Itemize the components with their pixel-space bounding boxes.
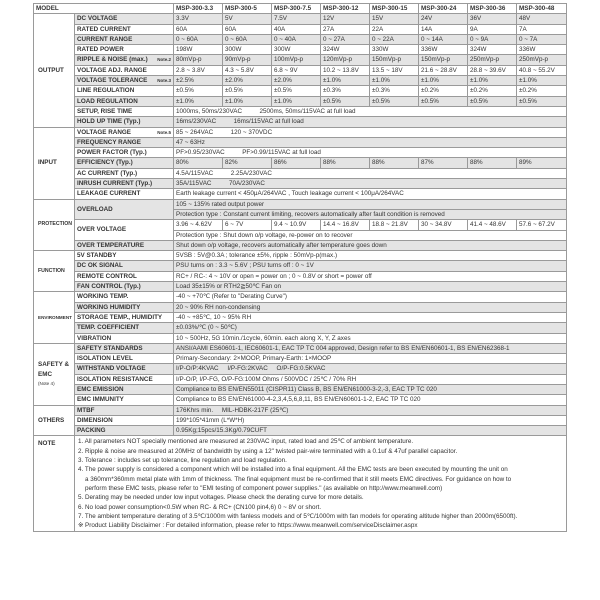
- efficiency-row: [34, 158, 567, 168]
- packing-row: [34, 426, 567, 436]
- dimension-row: [34, 415, 567, 425]
- row-label: AC CURRENT (Typ.): [75, 168, 174, 178]
- cell: 88%: [321, 158, 370, 168]
- row-label: LINE REGULATION: [75, 86, 174, 96]
- cell: 88%: [468, 158, 517, 168]
- cell: 0 ~ 7A: [517, 34, 567, 44]
- iso-resistance-row: [34, 374, 567, 384]
- cell: 10 ~ 500Hz, 5G 10min./1cycle, 60min. each along X, Y, Z axes: [174, 333, 567, 343]
- cell: 48V: [517, 14, 567, 24]
- tolerance-row: [34, 76, 567, 86]
- cell: 198W: [174, 45, 223, 55]
- note-line: 2. Ripple & noise are measured at 20MHz of bandwidth by using a 12" twisted pair-wire terminated with a 0.1uf & 47uf parallel capacitor.: [78, 447, 458, 455]
- cell: 250mVp-p: [517, 55, 567, 65]
- cell: 0.95Kg;15pcs/15.3Kg/0.79CUFT: [174, 426, 567, 436]
- row-label: INRUSH CURRENT (Typ.): [75, 179, 174, 189]
- cell: 10.2 ~ 13.8V: [321, 65, 370, 75]
- cell: ±2.0%: [223, 76, 272, 86]
- row-label: DIMENSION: [75, 415, 174, 425]
- storage-row: [34, 312, 567, 322]
- row-label: WORKING TEMP.: [75, 292, 174, 302]
- row-label: OVER VOLTAGE: [75, 220, 174, 241]
- cell: 6.8 ~ 9V: [272, 65, 321, 75]
- cell: ±1.0%: [174, 96, 223, 106]
- cell: 0 ~ 14A: [419, 34, 468, 44]
- row-label: DC VOLTAGE: [75, 14, 174, 24]
- note-line: 6. No load power consumption<0.5W when RC- & RC+ (CN100 pin4,6) 0 ~ 8V or short.: [78, 503, 322, 511]
- rated-current-row: [34, 24, 567, 34]
- cell: ±1.0%: [370, 76, 419, 86]
- row-label: VIBRATION: [75, 333, 174, 343]
- cell: Protection type : Shut down o/p voltage, re-power on to recover: [174, 230, 567, 240]
- dc-ok-row: [34, 261, 567, 271]
- group-line: EMC: [38, 370, 52, 378]
- working-humidity-row: [34, 302, 567, 312]
- note-line: 5. Derating may be needed under low input voltages. Please check the derating curve for more details.: [78, 494, 364, 502]
- note-group-label: NOTE: [34, 436, 75, 532]
- cell: 35A/115VAC 70A/230VAC: [174, 179, 567, 189]
- line-regulation-row: [34, 86, 567, 96]
- row-label: EMC IMMUNITY: [75, 395, 174, 405]
- cell: ±0.2%: [419, 86, 468, 96]
- row-label: CURRENT RANGE: [75, 34, 174, 44]
- cell: ±0.5%: [419, 96, 468, 106]
- model-name: MSP-300-12: [321, 4, 370, 14]
- row-label: EFFICIENCY (Typ.): [75, 158, 174, 168]
- cell: 150mVp-p: [370, 55, 419, 65]
- row-label: 5V STANDBY: [75, 251, 174, 261]
- protection-group-label: PROTECTION: [34, 199, 75, 250]
- row-label: ISOLATION RESISTANCE: [75, 374, 174, 384]
- cell: ±0.03%/℃ (0 ~ 50℃): [174, 323, 567, 333]
- model-name: MSP-300-36: [468, 4, 517, 14]
- row-label: [75, 127, 174, 137]
- cell: ±1.0%: [468, 76, 517, 86]
- cell: ±0.5%: [370, 96, 419, 106]
- row-label: POWER FACTOR (Typ.): [75, 148, 174, 158]
- cell: 0 ~ 27A: [321, 34, 370, 44]
- working-temp-row: [34, 292, 567, 302]
- group-note: (Note 4): [38, 380, 55, 386]
- isolation-row: [34, 354, 567, 364]
- row-label: FAN CONTROL (Typ.): [75, 282, 174, 292]
- cell: 15V: [370, 14, 419, 24]
- model-row: [34, 4, 567, 14]
- cell: 105 ~ 135% rated output power: [174, 199, 567, 209]
- cell: ±1.0%: [419, 76, 468, 86]
- cell: 28.8 ~ 39.6V: [468, 65, 517, 75]
- cell: 82%: [223, 158, 272, 168]
- cell: 100mVp-p: [272, 55, 321, 65]
- cell: ±0.5%: [468, 96, 517, 106]
- cell: Protection type : Constant current limiting, recovers automatically after fault condition is removed: [174, 209, 567, 219]
- cell: 90mVp-p: [223, 55, 272, 65]
- row-label: OVERLOAD: [75, 199, 174, 220]
- note-line: 3. Tolerance : includes set up tolerance, line regulation and load regulation.: [78, 457, 287, 465]
- cell: -40 ~ +70℃ (Refer to "Derating Curve"): [174, 292, 567, 302]
- cell: 2.8 ~ 3.8V: [174, 65, 223, 75]
- row-label: EMC EMISSION: [75, 384, 174, 394]
- cell: 0 ~ 60A: [223, 34, 272, 44]
- cell: 40A: [272, 24, 321, 34]
- cell: 14A: [419, 24, 468, 34]
- cell: 14.4 ~ 16.8V: [321, 220, 370, 230]
- over-voltage-row-1: [34, 220, 567, 230]
- over-temp-row: [34, 240, 567, 250]
- cell: 5VSB : 5V@0.3A ; tolerance ±5%, ripple : 50mVp-p(max.): [174, 251, 567, 261]
- cell: 9A: [468, 24, 517, 34]
- model-name: MSP-300-15: [370, 4, 419, 14]
- voltage-range-row: [34, 127, 567, 137]
- holdup-row: [34, 117, 567, 127]
- cell: 85 ~ 264VAC 120 ~ 370VDC: [174, 127, 567, 137]
- row-label: TEMP. COEFFICIENT: [75, 323, 174, 333]
- cell: 13.5 ~ 18V: [370, 65, 419, 75]
- vibration-row: [34, 333, 567, 343]
- cell: 336W: [419, 45, 468, 55]
- cell: Load 35±15% or RTH2≧50℃ Fan on: [174, 282, 567, 292]
- row-label: [75, 55, 174, 65]
- cell: ±2.0%: [272, 76, 321, 86]
- cell: ±0.5%: [272, 86, 321, 96]
- row-label: WORKING HUMIDITY: [75, 302, 174, 312]
- row-label: SETUP, RISE TIME: [75, 106, 174, 116]
- model-label: MODEL: [34, 4, 174, 14]
- cell: 16ms/230VAC 16ms/115VAC at full load: [174, 117, 567, 127]
- cell: 80mVp-p: [174, 55, 223, 65]
- row-label: MTBF: [75, 405, 174, 415]
- cell: 21.6 ~ 28.8V: [419, 65, 468, 75]
- note-ref: Note.3: [157, 78, 171, 84]
- spec-table: [33, 3, 567, 532]
- cell: 1000ms, 50ms/230VAC 2500ms, 50ms/115VAC at full load: [174, 106, 567, 116]
- note-line: a 360mm*360mm metal plate with 1mm of thickness. The final equipment must be re-confirmed that it still meets EMC directives. For guidance on how to: [78, 475, 512, 483]
- cell: 7A: [517, 24, 567, 34]
- emc-emission-row: [34, 384, 567, 394]
- rated-power-row: [34, 45, 567, 55]
- cell: 20 ~ 90% RH non-condensing: [174, 302, 567, 312]
- inrush-row: [34, 179, 567, 189]
- row-label: OVER TEMPERATURE: [75, 240, 174, 250]
- row-label: VOLTAGE ADJ. RANGE: [75, 65, 174, 75]
- cell: ±0.2%: [468, 86, 517, 96]
- cell: 4.5A/115VAC 2.25A/230VAC: [174, 168, 567, 178]
- others-group-label: OTHERS: [34, 405, 75, 436]
- cell: RC+ / RC-: 4 ~ 10V or open = power on ; 0 ~ 0.8V or short = power off: [174, 271, 567, 281]
- freq-range-row: [34, 137, 567, 147]
- row-label: PACKING: [75, 426, 174, 436]
- cell: 86%: [272, 158, 321, 168]
- cell: ANSI/AAMI ES60601-1, IEC60601-1, EAC TP TC 004 approved, Design refer to BS EN/EN60601-1, BS EN/EN62368-1: [174, 343, 567, 353]
- load-regulation-row: [34, 96, 567, 106]
- cell: 5V: [223, 14, 272, 24]
- cell: 41.4 ~ 48.6V: [468, 220, 517, 230]
- cell: 324W: [468, 45, 517, 55]
- cell: PSU turns on : 3.3 ~ 5.6V ; PSU turns off : 0 ~ 1V: [174, 261, 567, 271]
- cell: 324W: [321, 45, 370, 55]
- cell: 36V: [468, 14, 517, 24]
- cell: 24V: [419, 14, 468, 24]
- cell: 40.8 ~ 55.2V: [517, 65, 567, 75]
- environment-group-label: ENVIRONMENT: [34, 292, 75, 343]
- cell: ±1.0%: [272, 96, 321, 106]
- model-name: MSP-300-24: [419, 4, 468, 14]
- cell: ±0.5%: [223, 86, 272, 96]
- cell: ±1.0%: [517, 76, 567, 86]
- dc-voltage-row: [34, 14, 567, 24]
- cell: -40 ~ +85℃, 10 ~ 95% RH: [174, 312, 567, 322]
- row-label: RATED CURRENT: [75, 24, 174, 34]
- cell: 12V: [321, 14, 370, 24]
- cell: 330W: [370, 45, 419, 55]
- cell: 22A: [370, 24, 419, 34]
- row-label: FREQUENCY RANGE: [75, 137, 174, 147]
- cell: 4.3 ~ 5.8V: [223, 65, 272, 75]
- cell: Compliance to BS EN/EN61000-4-2,3,4,5,6,8,11, BS EN/EN60601-1-2, EAC TP TC 020: [174, 395, 567, 405]
- cell: 27A: [321, 24, 370, 34]
- model-name: MSP-300-3.3: [174, 4, 223, 14]
- note-line: perform these EMC tests, please refer to "EMI testing of component power supplies." (as available on http://www.meanwell.com): [78, 484, 443, 492]
- cell: ±0.5%: [321, 96, 370, 106]
- cell: I/P-O/P:4KVAC I/P-FG:2KVAC O/P-FG:0.5KVAC: [174, 364, 567, 374]
- note-line: 1. All parameters NOT specially mentioned are measured at 230VAC input, rated load and 25℃ of ambient temperature.: [78, 438, 414, 446]
- cell: ±0.5%: [174, 86, 223, 96]
- row-label: LEAKAGE CURRENT: [75, 189, 174, 199]
- cell: 3.96 ~ 4.62V: [174, 220, 223, 230]
- ac-current-row: [34, 168, 567, 178]
- model-name: MSP-300-5: [223, 4, 272, 14]
- emc-immunity-row: [34, 395, 567, 405]
- cell: ±1.0%: [321, 76, 370, 86]
- cell: Primary-Secondary: 2×MOOP, Primary-Earth: 1×MOOP: [174, 354, 567, 364]
- cell: 120mVp-p: [321, 55, 370, 65]
- note-line: ※ Product Liability Disclaimer : For detailed information, please refer to https://www.meanwell.com/serviceDisclaimer.aspx: [78, 522, 418, 530]
- row-label: REMOTE CONTROL: [75, 271, 174, 281]
- note-line: 4. The power supply is considered a component which will be installed into a final equipment. All the EMC tests are been executed by mounting the unit on: [78, 466, 508, 474]
- cell: 60A: [223, 24, 272, 34]
- withstand-row: [34, 364, 567, 374]
- row-label: ISOLATION LEVEL: [75, 354, 174, 364]
- cell: ±2.5%: [174, 76, 223, 86]
- note-ref: Note.2: [157, 57, 171, 63]
- standby-row: [34, 251, 567, 261]
- cell: PF>0.95/230VAC PF>0.99/115VAC at full load: [174, 148, 567, 158]
- cell: ±0.2%: [517, 86, 567, 96]
- row-label: SAFETY STANDARDS: [75, 343, 174, 353]
- cell: 9.4 ~ 10.9V: [272, 220, 321, 230]
- overload-row-1: [34, 199, 567, 209]
- notes-block: [75, 436, 567, 532]
- cell: 89%: [517, 158, 567, 168]
- cell: 80%: [174, 158, 223, 168]
- safety-standards-row: [34, 343, 567, 353]
- cell: 47 ~ 63Hz: [174, 137, 567, 147]
- row-label: HOLD UP TIME (Typ.): [75, 117, 174, 127]
- cell: 3.3V: [174, 14, 223, 24]
- row-label: STORAGE TEMP., HUMIDITY: [75, 312, 174, 322]
- model-name: MSP-300-48: [517, 4, 567, 14]
- function-group-label: FUNCTION: [34, 251, 75, 292]
- cell: 87%: [419, 158, 468, 168]
- cell: 18.8 ~ 21.8V: [370, 220, 419, 230]
- group-line: SAFETY &: [38, 361, 70, 369]
- cell: I/P-O/P, I/P-FG, O/P-FG:100M Ohms / 500VDC / 25℃ / 70% RH: [174, 374, 567, 384]
- cell: 300W: [272, 45, 321, 55]
- row-label: LOAD REGULATION: [75, 96, 174, 106]
- output-group-label: OUTPUT: [34, 14, 75, 127]
- cell: Earth leakage current < 450μA/264VAC , Touch leakage current < 100μA/264VAC: [174, 189, 567, 199]
- cell: ±0.3%: [321, 86, 370, 96]
- cell: 60A: [174, 24, 223, 34]
- cell: 0 ~ 22A: [370, 34, 419, 44]
- label-text: VOLTAGE RANGE: [77, 128, 131, 136]
- cell: 150mVp-p: [419, 55, 468, 65]
- cell: 88%: [370, 158, 419, 168]
- cell: 176Khrs min. MIL-HDBK-217F (25℃): [174, 405, 567, 415]
- fan-row: [34, 282, 567, 292]
- cell: 0 ~ 9A: [468, 34, 517, 44]
- cell: 7.5V: [272, 14, 321, 24]
- note-row: [34, 436, 567, 532]
- label-text: VOLTAGE TOLERANCE: [77, 77, 148, 85]
- cell: 57.6 ~ 67.2V: [517, 220, 567, 230]
- model-name: MSP-300-7.5: [272, 4, 321, 14]
- setup-rise-row: [34, 106, 567, 116]
- note-line: 7. The ambient temperature derating of 3.5℃/1000m with fanless models and of 5℃/1000m with fan models for operating altitude higher than 2000m(6500ft).: [78, 512, 518, 520]
- leakage-row: [34, 189, 567, 199]
- adj-range-row: [34, 65, 567, 75]
- cell: Compliance to BS EN/EN55011 (CISPR11) Class B, BS EN/EN61000-3-2,-3, EAC TP TC 020: [174, 384, 567, 394]
- temp-coeff-row: [34, 323, 567, 333]
- cell: 250mVp-p: [468, 55, 517, 65]
- cell: 6 ~ 7V: [223, 220, 272, 230]
- remote-row: [34, 271, 567, 281]
- cell: ±0.3%: [370, 86, 419, 96]
- cell: 300W: [223, 45, 272, 55]
- cell: 0 ~ 40A: [272, 34, 321, 44]
- row-label: [75, 76, 174, 86]
- row-label: RATED POWER: [75, 45, 174, 55]
- note-ref: Note.5: [157, 129, 171, 135]
- cell: ±1.0%: [223, 96, 272, 106]
- cell: Shut down o/p voltage, recovers automatically after temperature goes down: [174, 240, 567, 250]
- input-group-label: INPUT: [34, 127, 75, 199]
- cell: ±0.5%: [517, 96, 567, 106]
- ripple-row: [34, 55, 567, 65]
- power-factor-row: [34, 148, 567, 158]
- cell: 199*105*41mm (L*W*H): [174, 415, 567, 425]
- cell: 30 ~ 34.8V: [419, 220, 468, 230]
- row-label: DC OK SIGNAL: [75, 261, 174, 271]
- safety-group-label: [34, 343, 75, 405]
- current-range-row: [34, 34, 567, 44]
- cell: 336W: [517, 45, 567, 55]
- label-text: RIPPLE & NOISE (max.): [77, 56, 148, 64]
- mtbf-row: [34, 405, 567, 415]
- cell: 0 ~ 60A: [174, 34, 223, 44]
- row-label: WITHSTAND VOLTAGE: [75, 364, 174, 374]
